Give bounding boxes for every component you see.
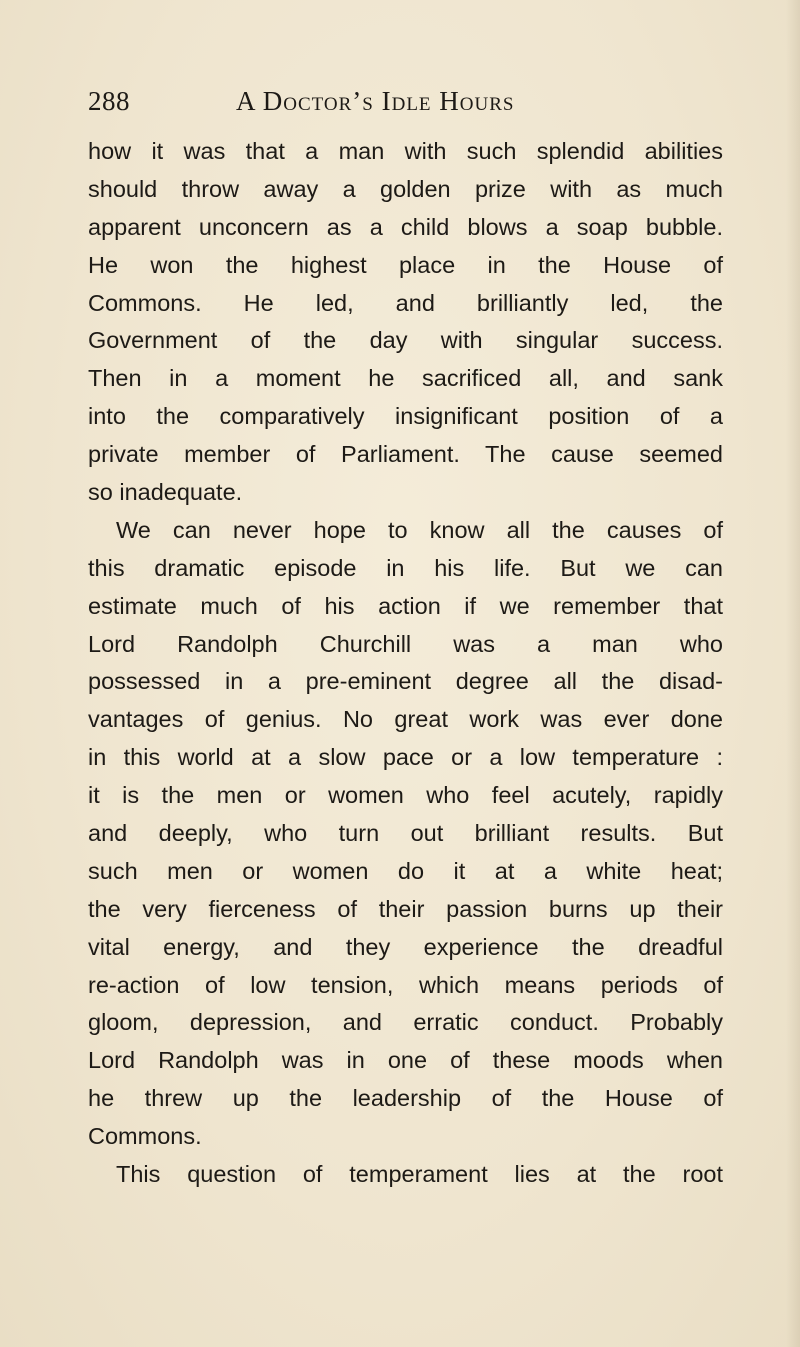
text-line: re-action of low tension, which means periods of	[88, 971, 723, 998]
text-line: Lord Randolph was in one of these moods when	[88, 1047, 723, 1074]
text-line: into the comparatively insignificant position of a	[88, 403, 723, 430]
text-line: it is the men or women who feel acutely, rapidly	[88, 782, 723, 809]
text-line: so inadequate.	[88, 479, 243, 506]
text-line: Government of the day with singular success.	[88, 327, 723, 354]
text-line: apparent unconcern as a child blows a soap bubble.	[88, 213, 723, 240]
text-line: he threw up the leadership of the House of	[88, 1085, 723, 1112]
text-line: Commons.	[88, 1123, 202, 1150]
page-header	[88, 86, 720, 126]
text-line: vantages of genius. No great work was ever done	[88, 706, 723, 733]
text-line: He won the highest place in the House of	[88, 251, 723, 278]
text-line: vital energy, and they experience the dreadful	[88, 933, 723, 960]
text-line: should throw away a golden prize with as much	[88, 175, 723, 202]
text-line: this dramatic episode in his life. But we can	[88, 554, 723, 581]
text-line: private member of Parliament. The cause seemed	[88, 441, 723, 468]
text-line: Then in a moment he sacrificed all, and sank	[88, 365, 723, 392]
text-line: and deeply, who turn out brilliant results. But	[88, 820, 723, 847]
text-line: Lord Randolph Churchill was a man who	[88, 630, 723, 657]
text-line: such men or women do it at a white heat;	[88, 857, 723, 884]
paragraph-start-line: We can never hope to know all the causes of	[116, 516, 723, 543]
text-line: in this world at a slow pace or a low temperature :	[88, 744, 723, 771]
paragraph-start-line: This question of temperament lies at the root	[116, 1161, 723, 1188]
text-line: the very fierceness of their passion burns up their	[88, 895, 723, 922]
running-title: A Doctor’s Idle Hours	[236, 86, 515, 116]
page-number: 288	[88, 86, 130, 116]
text-line: estimate much of his action if we remember that	[88, 592, 723, 619]
body-text	[88, 133, 723, 1194]
text-line: gloom, depression, and erratic conduct. Probably	[88, 1009, 723, 1036]
text-line: how it was that a man with such splendid abilities	[88, 138, 723, 164]
text-line: Commons. He led, and brilliantly led, the	[88, 289, 723, 316]
text-line: possessed in a pre-eminent degree all the disad-	[88, 668, 723, 695]
